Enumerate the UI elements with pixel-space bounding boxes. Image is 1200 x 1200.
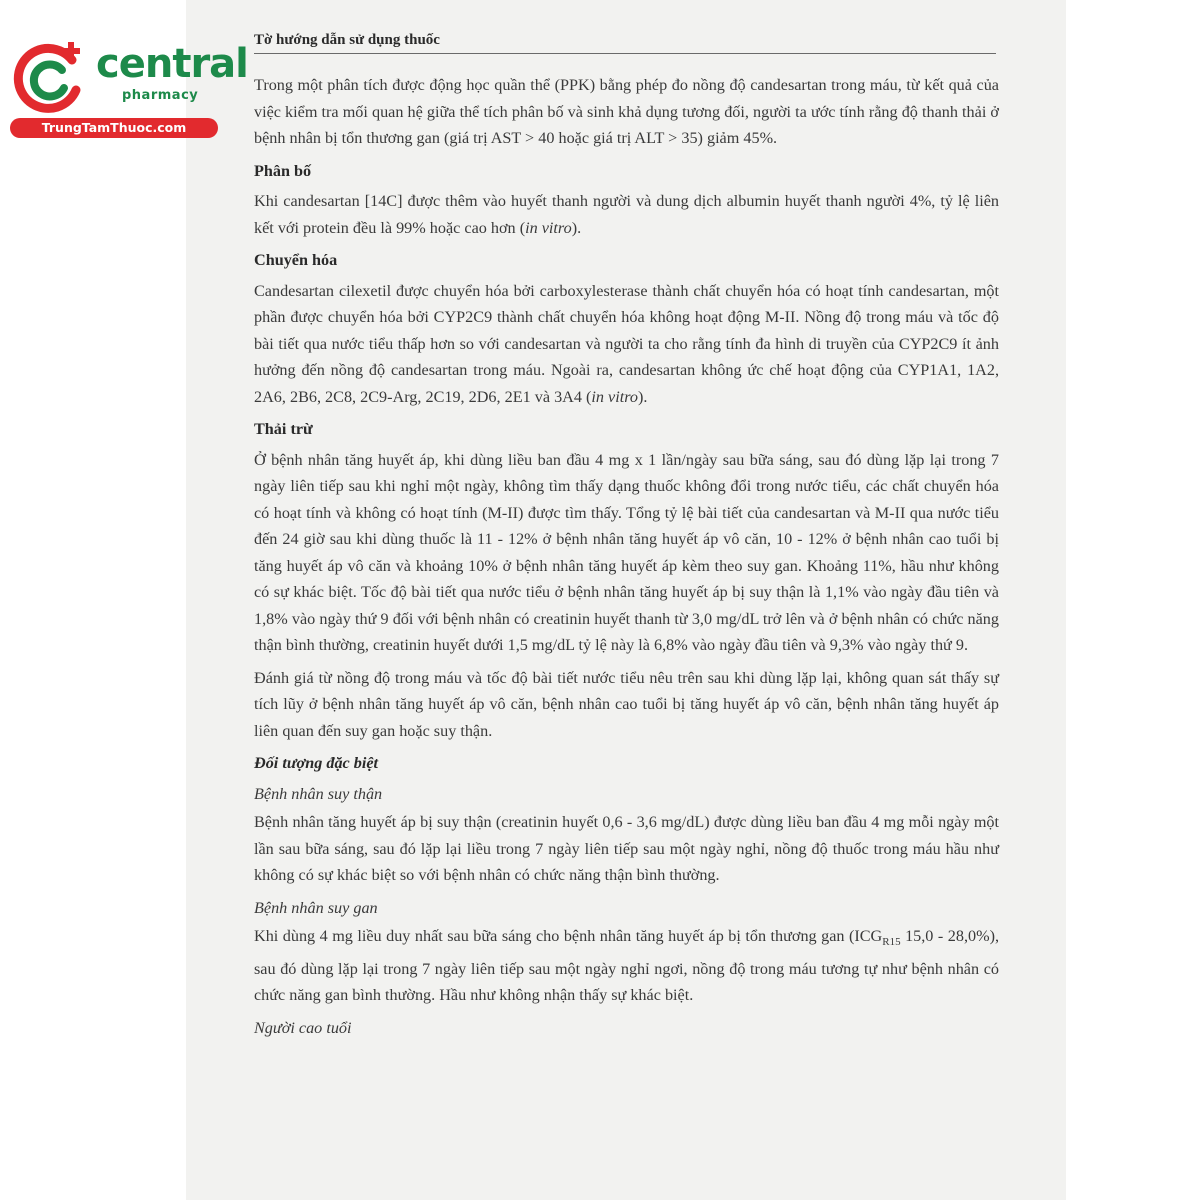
brand-name: central [96,41,248,87]
section-heading-distribution: Phân bố [254,161,312,180]
metabolism-end: ). [638,387,648,406]
hepatic-text-a: Khi dùng 4 mg liều duy nhất sau bữa sáng cho bệnh nhân tăng huyết áp bị tổn thương gan (ICG [254,927,883,945]
distribution-italic: in vitro [525,218,572,237]
page-title: Tờ hướng dẫn sử dụng thuốc [254,32,996,54]
hepatic-subscript: R15 [882,936,901,949]
distribution-text: Khi candesartan [14C] được thêm vào huyết thanh người và dung dịch albumin huyết thanh người 4%, tỷ lệ liên kết với protein đều là 99% hoặc cao hơn ( [254,192,999,237]
elimination-paragraph-2: Đánh giá từ nồng độ trong máu và tốc độ bài tiết nước tiểu nêu trên sau khi dùng lặp lại, không quan sát thấy sự tích lũy ở bệnh nhân tăng huyết áp vô căn, bệnh nhân cao tuổi bị tăng huyết áp vô căn, bệnh nhân tăng huyết áp liên quan đến suy gan hoặc suy thận. [254,668,999,740]
brand-logo [10,36,248,140]
section-heading-special-populations: Đối tượng đặc biệt [254,754,379,772]
section-heading-elimination: Thải trừ [254,420,313,438]
brand-subtitle: pharmacy [122,88,199,103]
metabolism-text: Candesartan cilexetil được chuyển hóa bởi carboxylesterase thành chất chuyển hóa có hoạt tính candesartan, một phần được chuyển hóa bởi CYP2C9 thành chất chuyển hóa không hoạt động M-II. Nồng độ trong máu và tốc độ bài tiết qua nước tiểu thấp hơn so với candesartan và người ta cho rằng tính đa hình di truyền của CYP2C9 ít ảnh hưởng đến nồng độ candesartan trong máu. Ngoài ra, candesartan không ức chế hoạt động của CYP1A1, 1A2, 2A6, 2B6, 2C8, 2C9-Arg, 2C19, 2D6, 2E1 và 3A4 ( [254,281,999,406]
renal-paragraph: Bệnh nhân tăng huyết áp bị suy thận (creatinin huyết 0,6 - 3,6 mg/dL) được dùng liều ban đầu 4 mg mỗi ngày một lần sau bữa sáng, sau đó lặp lại liều trong 7 ngày liên tiếp sau một ngày nghỉ, nồng độ thuốc trong máu hầu như không có sự khác biệt so với bệnh nhân có chức năng thận bình thường. [254,813,999,884]
metabolism-paragraph [254,278,999,411]
subheading-renal: Bệnh nhân suy thận [254,784,383,803]
hepatic-paragraph [254,923,999,1009]
hepatic-text-b: 15,0 - 28,0%), sau đó dùng lặp lại trong 7 ngày liên tiếp sau một ngày nghỉ ngơi, nồng độ trong máu tương tự như bệnh nhân có chức năng gan bình thường. Hầu như không nhận thấy sự khác biệt. [254,927,1000,1005]
brand-url: TrungTamThuoc.com [10,118,218,138]
subheading-hepatic: Bệnh nhân suy gan [254,898,378,917]
central-pharmacy-logo-icon [10,38,90,118]
document-body [254,72,999,1043]
metabolism-italic: in vitro [591,387,639,406]
distribution-end: ). [571,218,582,237]
intro-paragraph: Trong một phân tích được động học quần thể (PPK) bằng phép đo nồng độ candesartan trong máu, từ kết quả của việc kiểm tra mối quan hệ giữa thể tích phân bố và sinh khả dụng tương đối, người ta ước tính rằng độ thanh thải ở bệnh nhân bị tổn thương gan (giá trị AST > 40 hoặc giá trị ALT > 35) giảm 45%. [254,76,999,147]
elimination-paragraph-1: Ở bệnh nhân tăng huyết áp, khi dùng liều ban đầu 4 mg x 1 lần/ngày sau bữa sáng, sau đó dùng lặp lại trong 7 ngày liên tiếp sau khi nghỉ một ngày, không tìm thấy dạng thuốc không đổi trong nước tiểu, các chất chuyển hóa có hoạt tính và không có hoạt tính (M-II) được tìm thấy. Tổng tỷ lệ bài tiết của candesartan và M-II qua nước tiểu đến 24 giờ sau khi dùng thuốc là 11 - 12% ở bệnh nhân tăng huyết áp vô căn, 10 - 12% ở bệnh nhân cao tuổi bị tăng huyết áp vô căn và khoảng 10% ở bệnh nhân tăng huyết áp kèm theo suy gan. Khoảng 11%, hầu như không có sự khác biệt. Tốc độ bài tiết qua nước tiểu ở bệnh nhân tăng huyết áp bị suy thận là 1,1% vào ngày đầu tiên và 1,8% vào ngày thứ 9 đối với bệnh nhân có creatinin huyết thanh từ 3,0 mg/dL trở lên và ở bệnh nhân có chức năng thận bình thường, creatinin huyết dưới 1,5 mg/dL tỷ lệ này là 6,8% vào ngày đầu tiên và 9,3% vào ngày thứ 9. [254,450,999,654]
section-heading-metabolism: Chuyển hóa [254,251,338,269]
subheading-elderly: Người cao tuổi [254,1018,352,1037]
distribution-paragraph [254,188,999,241]
